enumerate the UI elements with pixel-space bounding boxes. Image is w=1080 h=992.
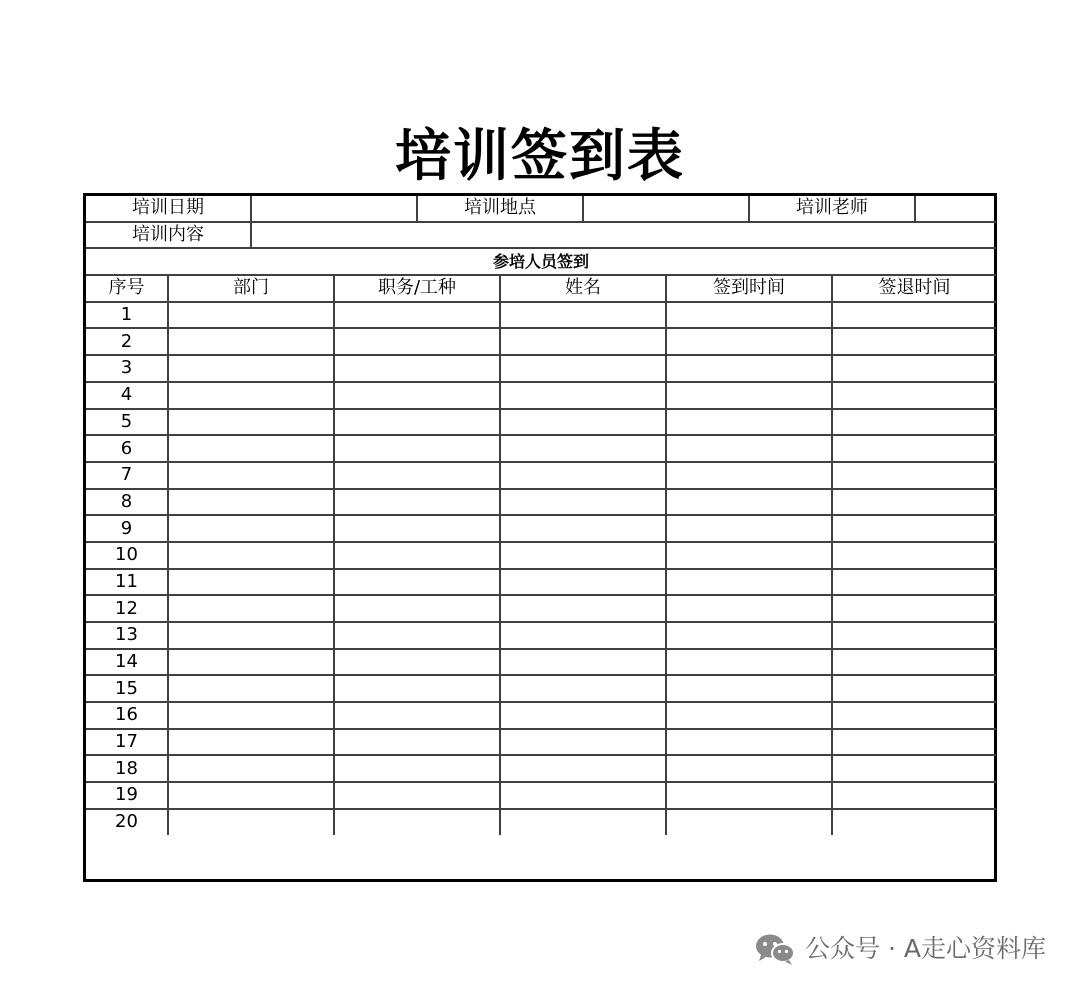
position-cell[interactable] (334, 489, 500, 516)
position-cell[interactable] (334, 675, 500, 702)
position-cell[interactable] (334, 755, 500, 782)
position-cell[interactable] (334, 729, 500, 756)
table-row (86, 702, 996, 729)
department-cell[interactable] (168, 462, 334, 489)
header-row (86, 275, 996, 302)
table-row (86, 382, 996, 409)
content-label: 培训内容 (86, 222, 251, 249)
table-row (86, 649, 996, 676)
sign-in-time-cell[interactable] (666, 515, 832, 542)
col-header-index: 序号 (86, 275, 168, 302)
name-cell[interactable] (500, 328, 666, 355)
department-cell[interactable] (168, 622, 334, 649)
col-header-position: 职务/工种 (334, 275, 500, 302)
department-cell[interactable] (168, 382, 334, 409)
position-cell[interactable] (334, 649, 500, 676)
sign-out-time-cell[interactable] (832, 755, 996, 782)
position-cell[interactable] (334, 595, 500, 622)
department-cell[interactable] (168, 729, 334, 756)
index-cell: 10 (86, 542, 168, 569)
index-cell: 9 (86, 515, 168, 542)
index-cell: 16 (86, 702, 168, 729)
sign-out-time-cell[interactable] (832, 302, 996, 329)
sign-in-time-cell[interactable] (666, 409, 832, 436)
department-cell[interactable] (168, 782, 334, 809)
name-cell[interactable] (500, 595, 666, 622)
table-row (86, 542, 996, 569)
table-row (86, 755, 996, 782)
section-row (86, 248, 996, 275)
sign-in-time-cell[interactable] (666, 569, 832, 596)
department-cell[interactable] (168, 328, 334, 355)
table-row (86, 569, 996, 596)
department-cell[interactable] (168, 515, 334, 542)
index-cell: 5 (86, 409, 168, 436)
name-cell[interactable] (500, 622, 666, 649)
department-cell[interactable] (168, 702, 334, 729)
sign-in-time-cell[interactable] (666, 755, 832, 782)
department-cell[interactable] (168, 435, 334, 462)
index-cell: 19 (86, 782, 168, 809)
col-header-sign-in-time: 签到时间 (666, 275, 832, 302)
sign-in-sheet (83, 193, 997, 882)
sign-out-time-cell[interactable] (832, 675, 996, 702)
sign-out-time-cell[interactable] (832, 595, 996, 622)
teacher-label: 培训老师 (749, 196, 915, 222)
position-cell[interactable] (334, 809, 500, 835)
table-row (86, 729, 996, 756)
index-cell: 7 (86, 462, 168, 489)
sign-in-time-cell[interactable] (666, 729, 832, 756)
name-cell[interactable] (500, 435, 666, 462)
sign-in-time-cell[interactable] (666, 462, 832, 489)
department-cell[interactable] (168, 355, 334, 382)
table-row (86, 515, 996, 542)
sign-in-time-cell[interactable] (666, 702, 832, 729)
name-cell[interactable] (500, 515, 666, 542)
position-cell[interactable] (334, 302, 500, 329)
sign-out-time-cell[interactable] (832, 569, 996, 596)
section-title: 参培人员签到 (86, 248, 996, 275)
name-cell[interactable] (500, 355, 666, 382)
department-cell[interactable] (168, 489, 334, 516)
watermark (753, 932, 1046, 966)
sign-out-time-cell[interactable] (832, 782, 996, 809)
position-cell[interactable] (334, 409, 500, 436)
sign-in-time-cell[interactable] (666, 542, 832, 569)
sign-out-time-cell[interactable] (832, 355, 996, 382)
date-value-cell[interactable] (251, 196, 417, 222)
sign-in-time-cell[interactable] (666, 595, 832, 622)
department-cell[interactable] (168, 649, 334, 676)
sign-in-time-cell[interactable] (666, 675, 832, 702)
sign-out-time-cell[interactable] (832, 489, 996, 516)
department-cell[interactable] (168, 809, 334, 835)
position-cell[interactable] (334, 702, 500, 729)
name-cell[interactable] (500, 489, 666, 516)
index-cell: 1 (86, 302, 168, 329)
index-cell: 8 (86, 489, 168, 516)
sign-in-time-cell[interactable] (666, 302, 832, 329)
index-cell: 11 (86, 569, 168, 596)
position-cell[interactable] (334, 435, 500, 462)
position-cell[interactable] (334, 542, 500, 569)
index-cell: 15 (86, 675, 168, 702)
wechat-icon (753, 932, 797, 966)
table-row (86, 302, 996, 329)
table-row (86, 435, 996, 462)
sign-out-time-cell[interactable] (832, 542, 996, 569)
name-cell[interactable] (500, 702, 666, 729)
col-header-sign-out-time: 签退时间 (832, 275, 996, 302)
name-cell[interactable] (500, 542, 666, 569)
department-cell[interactable] (168, 542, 334, 569)
index-cell: 6 (86, 435, 168, 462)
sign-in-time-cell[interactable] (666, 649, 832, 676)
name-cell[interactable] (500, 809, 666, 835)
department-cell[interactable] (168, 302, 334, 329)
sign-in-time-cell[interactable] (666, 382, 832, 409)
sign-out-time-cell[interactable] (832, 809, 996, 835)
page-title: 培训签到表 (395, 124, 685, 189)
name-cell[interactable] (500, 729, 666, 756)
position-cell[interactable] (334, 622, 500, 649)
sign-in-time-cell[interactable] (666, 809, 832, 835)
sign-out-time-cell[interactable] (832, 409, 996, 436)
sign-out-time-cell[interactable] (832, 729, 996, 756)
position-cell[interactable] (334, 382, 500, 409)
sign-out-time-cell[interactable] (832, 462, 996, 489)
position-cell[interactable] (334, 515, 500, 542)
index-cell: 20 (86, 809, 168, 835)
date-label: 培训日期 (86, 196, 251, 222)
sign-out-time-cell[interactable] (832, 382, 996, 409)
sign-out-time-cell[interactable] (832, 649, 996, 676)
table-row (86, 675, 996, 702)
table-row (86, 622, 996, 649)
name-cell[interactable] (500, 302, 666, 329)
table-row (86, 489, 996, 516)
sign-in-time-cell[interactable] (666, 782, 832, 809)
name-cell[interactable] (500, 569, 666, 596)
table-row (86, 595, 996, 622)
sign-out-time-cell[interactable] (832, 515, 996, 542)
sign-in-table (86, 196, 996, 835)
name-cell[interactable] (500, 409, 666, 436)
location-value-cell[interactable] (583, 196, 749, 222)
watermark-text: 公众号 · A走心资料库 (805, 934, 1046, 963)
table-row (86, 462, 996, 489)
col-header-department: 部门 (168, 275, 334, 302)
table-row (86, 409, 996, 436)
col-header-name: 姓名 (500, 275, 666, 302)
sign-out-time-cell[interactable] (832, 435, 996, 462)
department-cell[interactable] (168, 409, 334, 436)
sign-in-time-cell[interactable] (666, 355, 832, 382)
department-cell[interactable] (168, 755, 334, 782)
index-cell: 4 (86, 382, 168, 409)
index-cell: 13 (86, 622, 168, 649)
name-cell[interactable] (500, 782, 666, 809)
sign-in-time-cell[interactable] (666, 435, 832, 462)
sign-in-time-cell[interactable] (666, 328, 832, 355)
department-cell[interactable] (168, 569, 334, 596)
index-cell: 2 (86, 328, 168, 355)
department-cell[interactable] (168, 595, 334, 622)
name-cell[interactable] (500, 755, 666, 782)
sign-out-time-cell[interactable] (832, 622, 996, 649)
index-cell: 14 (86, 649, 168, 676)
position-cell[interactable] (334, 569, 500, 596)
name-cell[interactable] (500, 462, 666, 489)
table-row (86, 328, 996, 355)
table-row (86, 782, 996, 809)
name-cell[interactable] (500, 382, 666, 409)
index-cell: 3 (86, 355, 168, 382)
position-cell[interactable] (334, 782, 500, 809)
sign-out-time-cell[interactable] (832, 328, 996, 355)
name-cell[interactable] (500, 649, 666, 676)
name-cell[interactable] (500, 675, 666, 702)
position-cell[interactable] (334, 328, 500, 355)
content-value-cell[interactable] (251, 222, 996, 249)
info-row-1 (86, 196, 996, 222)
position-cell[interactable] (334, 462, 500, 489)
table-row (86, 809, 996, 835)
sign-in-time-cell[interactable] (666, 622, 832, 649)
location-label: 培训地点 (417, 196, 583, 222)
department-cell[interactable] (168, 675, 334, 702)
index-cell: 17 (86, 729, 168, 756)
index-cell: 12 (86, 595, 168, 622)
info-row-2 (86, 222, 996, 249)
index-cell: 18 (86, 755, 168, 782)
teacher-value-cell[interactable] (915, 196, 996, 222)
table-row (86, 355, 996, 382)
sign-out-time-cell[interactable] (832, 702, 996, 729)
sign-in-time-cell[interactable] (666, 489, 832, 516)
position-cell[interactable] (334, 355, 500, 382)
